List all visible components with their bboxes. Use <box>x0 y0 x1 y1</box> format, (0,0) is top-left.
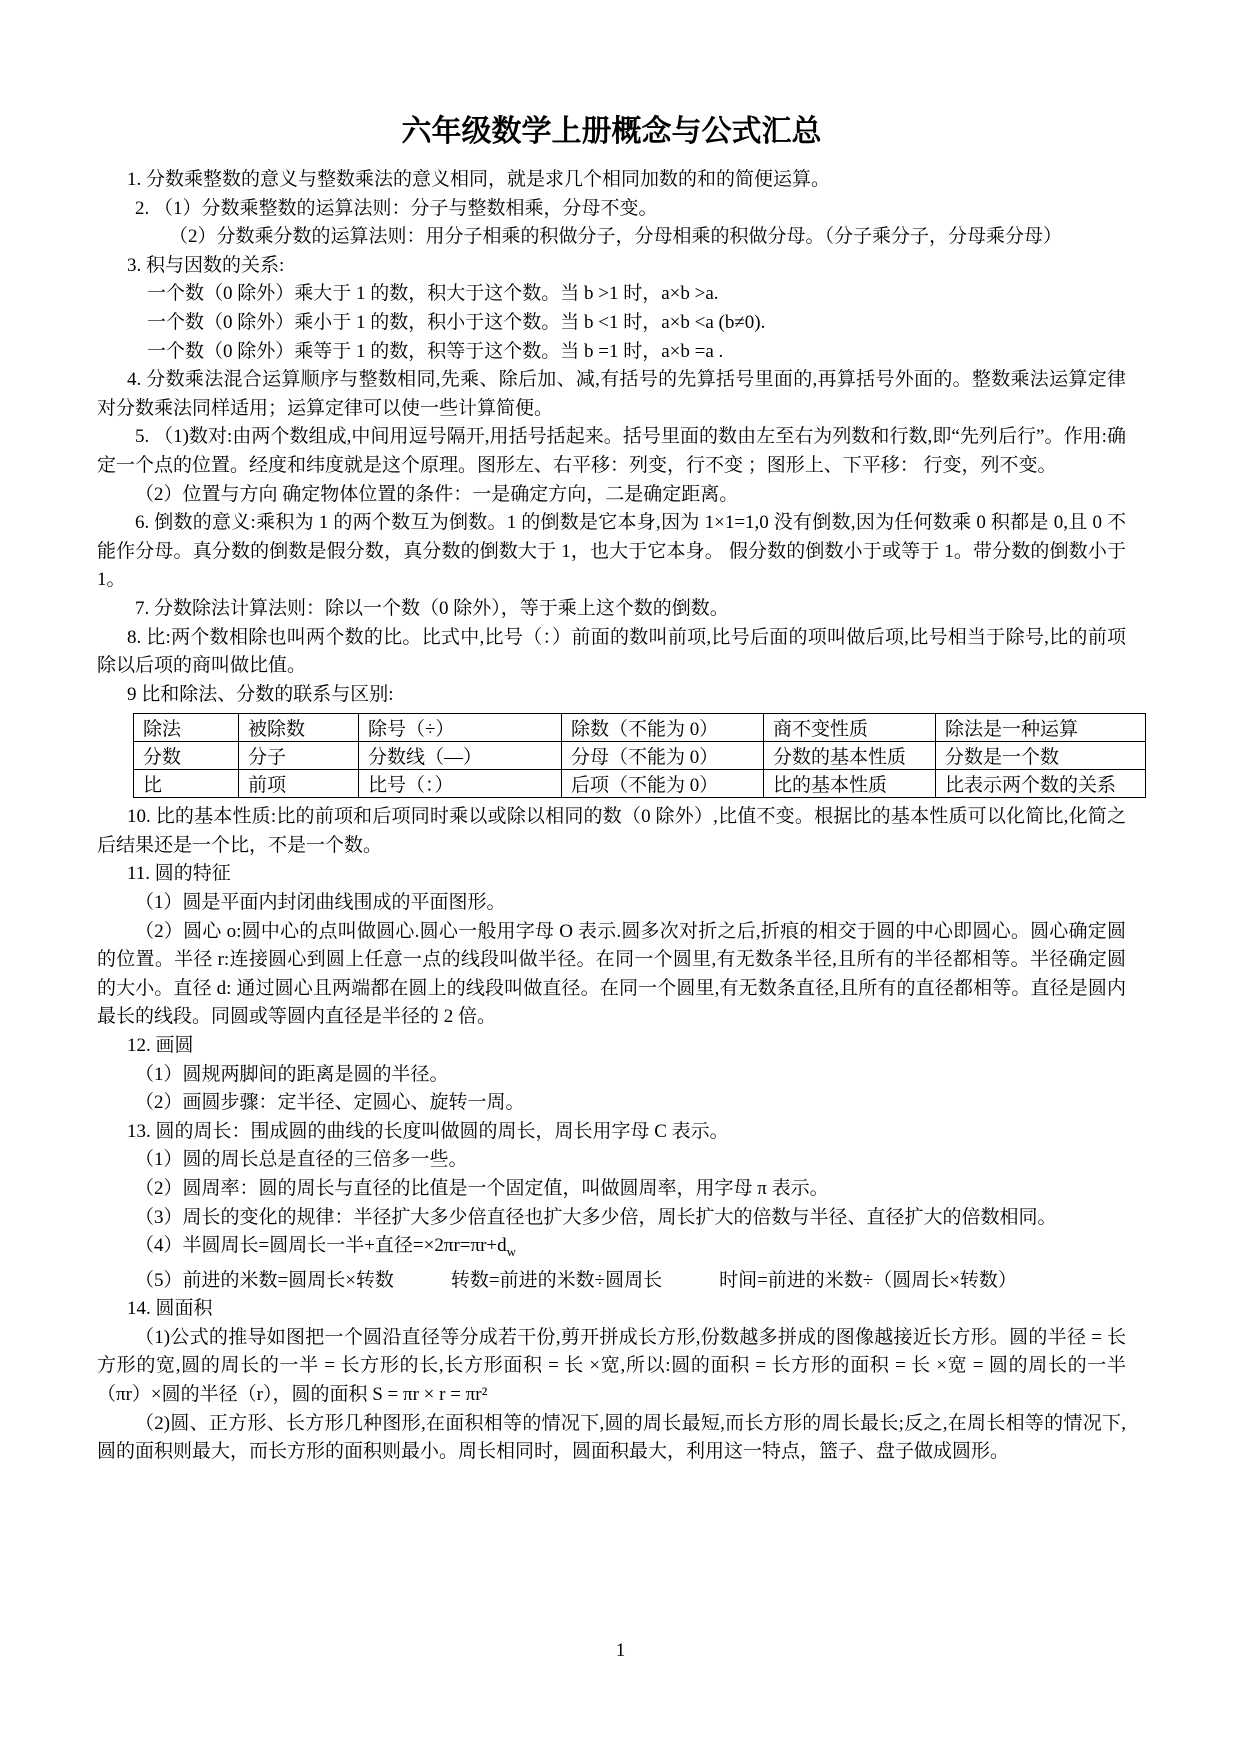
table-cell: 比号（：） <box>359 770 562 798</box>
table-cell: 比表示两个数的关系 <box>936 770 1146 798</box>
formula-main: （4）半圆周长=圆周长一半+直径=×2πr=πr+d <box>135 1235 507 1257</box>
para-1: 1. 分数乘整数的意义与整数乘法的意义相同，就是求几个相同加数的和的简便运算。 <box>127 169 831 190</box>
table-cell: 分数线（—） <box>359 742 562 770</box>
table-cell: 分数 <box>134 742 239 770</box>
table-cell: 分母（不能为 0） <box>562 742 764 770</box>
para-13-2: （2）圆周率：圆的周长与直径的比值是一个固定值，叫做圆周率，用字母 π 表示。 <box>135 1178 829 1199</box>
para-12-1: （1）圆规两脚间的距离是圆的半径。 <box>135 1063 449 1085</box>
para-12-2: （2）画圆步骤：定半径、定圆心、旋转一周。 <box>135 1092 525 1114</box>
table-cell: 比的基本性质 <box>764 770 936 798</box>
para-3: 3. 积与因数的关系: <box>127 254 285 276</box>
para-6: 6. 倒数的意义:乘积为 1 的两个数互为倒数。1 的倒数是它本身,因为 1×1=1,0 没有倒数,因为任何数乘 0 积都是 0,且 0 不能作分母。真分数的倒数是假分数，真分数的倒数大于 1，也大于它本身。 假分数的倒数小于或等于 1。带分数的倒数小于 1。 <box>97 512 1126 591</box>
comparison-table <box>133 713 1146 798</box>
para-13: 13. 圆的周长：围成圆的曲线的长度叫做圆的周长，周长用字母 C 表示。 <box>127 1120 729 1142</box>
table-cell: 比 <box>134 770 239 798</box>
table-cell: 分子 <box>239 742 359 770</box>
table-cell: 除法 <box>134 714 239 742</box>
para-11-1: （1）圆是平面内封闭曲线围成的平面图形。 <box>135 892 506 914</box>
para-11-2: （2）圆心 o:圆中心的点叫做圆心.圆心一般用字母 O 表示.圆多次对折之后,折痕的相交于圆的中心即圆心。圆心确定圆的位置。半径 r:连接圆心到圆上任意一点的线段叫做半径。在同一个圆里,有无数条半径,且所有的半径都相等。半径确定圆的大小。直径 d: 通过圆心且两端都在圆上的线段叫做直径。在同一个圆里,有无数条直径,且所有的直径都相等。直径是圆内最长的线段。同圆或等圆内直径是半径的 2 倍。 <box>97 920 1126 1028</box>
para-12: 12. 画圆 <box>127 1035 194 1057</box>
para-8: 8. 比:两个数相除也叫两个数的比。比式中,比号（：）前面的数叫前项,比号后面的项叫做后项,比号相当于除号,比的前项除以后项的商叫做比值。 <box>97 626 1126 677</box>
para-7: 7. 分数除法计算法则：除以一个数（0 除外），等于乘上这个数的倒数。 <box>135 597 729 619</box>
para-2-1: 2. （1）分数乘整数的运算法则：分子与整数相乘，分母不变。 <box>135 197 658 219</box>
para-5-1: 5. （1)数对:由两个数组成,中间用逗号隔开,用括号括起来。括号里面的数由左至右为列数和行数,即“先列后行”。作用:确定一个点的位置。经度和纬度就是这个原理。图形左、右平移：列变，行不变 ；图形上、下平移： 行变，列不变。 <box>97 426 1126 476</box>
para-9: 9 比和除法、分数的联系与区别: <box>127 683 394 705</box>
para-2-2: （2）分数乘分数的运算法则：用分子相乘的积做分子，分母相乘的积做分母。（分子乘分子，分母乘分母） <box>169 226 1063 248</box>
para-3-b: 一个数（0 除外）乘小于 1 的数，积小于这个数。当 b <1 时，a×b <a (b≠0). <box>147 311 766 333</box>
para-13-1: （1）圆的周长总是直径的三倍多一些。 <box>135 1149 468 1171</box>
page-title: 六年级数学上册概念与公式汇总 <box>401 115 822 148</box>
para-14-2: （2)圆、正方形、长方形几种图形,在面积相等的情况下,圆的周长最短,而长方形的周长最长;反之,在周长相等的情况下,圆的面积则最大，而长方形的面积则最小。周长相同时，圆面积最大，利用这一特点，篮子、盘子做成圆形。 <box>97 1412 1126 1463</box>
table-cell: 被除数 <box>239 714 359 742</box>
formula-subscript: w <box>506 1243 517 1259</box>
table-row <box>134 742 1146 770</box>
para-5-2: （2）位置与方向 确定物体位置的条件：一是确定方向，二是确定距离。 <box>135 483 739 505</box>
table-cell: 前项 <box>239 770 359 798</box>
table-cell: 分数是一个数 <box>936 742 1146 770</box>
para-4: 4. 分数乘法混合运算顺序与整数相同,先乘、除后加、减,有括号的先算括号里面的,再算括号外面的。整数乘法运算定律对分数乘法同样适用；运算定律可以使一些计算简便。 <box>97 369 1126 419</box>
table-cell: 除号（÷） <box>359 714 562 742</box>
table-row <box>134 770 1146 798</box>
table-cell: 除法是一种运算 <box>936 714 1146 742</box>
table-cell: 分数的基本性质 <box>764 742 936 770</box>
para-10: 10. 比的基本性质:比的前项和后项同时乘以或除以相同的数（0 除外）,比值不变。根据比的基本性质可以化简比,化简之后结果还是一个比，不是一个数。 <box>97 806 1126 856</box>
para-14-1: （1)公式的推导如图把一个圆沿直径等分成若干份,剪开拼成长方形,份数越多拼成的图像越接近长方形。圆的半径 = 长方形的宽,圆的周长的一半 = 长方形的长,长方形面积 = 长 ×宽,所以:圆的面积 = 长方形的面积 = 长 ×宽 = 圆的周长的一半（πr）×圆的半径（r），圆的面积 S = πr × r = πr² <box>97 1326 1126 1405</box>
table-cell: 商不变性质 <box>764 714 936 742</box>
para-13-4-formula <box>97 1232 1126 1266</box>
para-13-3: （3）周长的变化的规律：半径扩大多少倍直径也扩大多少倍，周长扩大的倍数与半径、直径扩大的倍数相同。 <box>135 1206 1057 1228</box>
para-3-c: 一个数（0 除外）乘等于 1 的数，积等于这个数。当 b =1 时，a×b =a . <box>147 340 724 362</box>
para-13-5: （5）前进的米数=圆周长×转数 转数=前进的米数÷圆周长 时间=前进的米数÷（圆周长×转数） <box>135 1269 1017 1291</box>
para-3-a: 一个数（0 除外）乘大于 1 的数，积大于这个数。当 b >1 时，a×b >a. <box>147 283 719 305</box>
table-cell: 除数（不能为 0） <box>562 714 764 742</box>
para-14: 14. 圆面积 <box>127 1298 213 1320</box>
page-number: 1 <box>615 1640 626 1661</box>
table-row <box>134 714 1146 742</box>
table-cell: 后项（不能为 0） <box>562 770 764 798</box>
para-11: 11. 圆的特征 <box>127 863 231 885</box>
